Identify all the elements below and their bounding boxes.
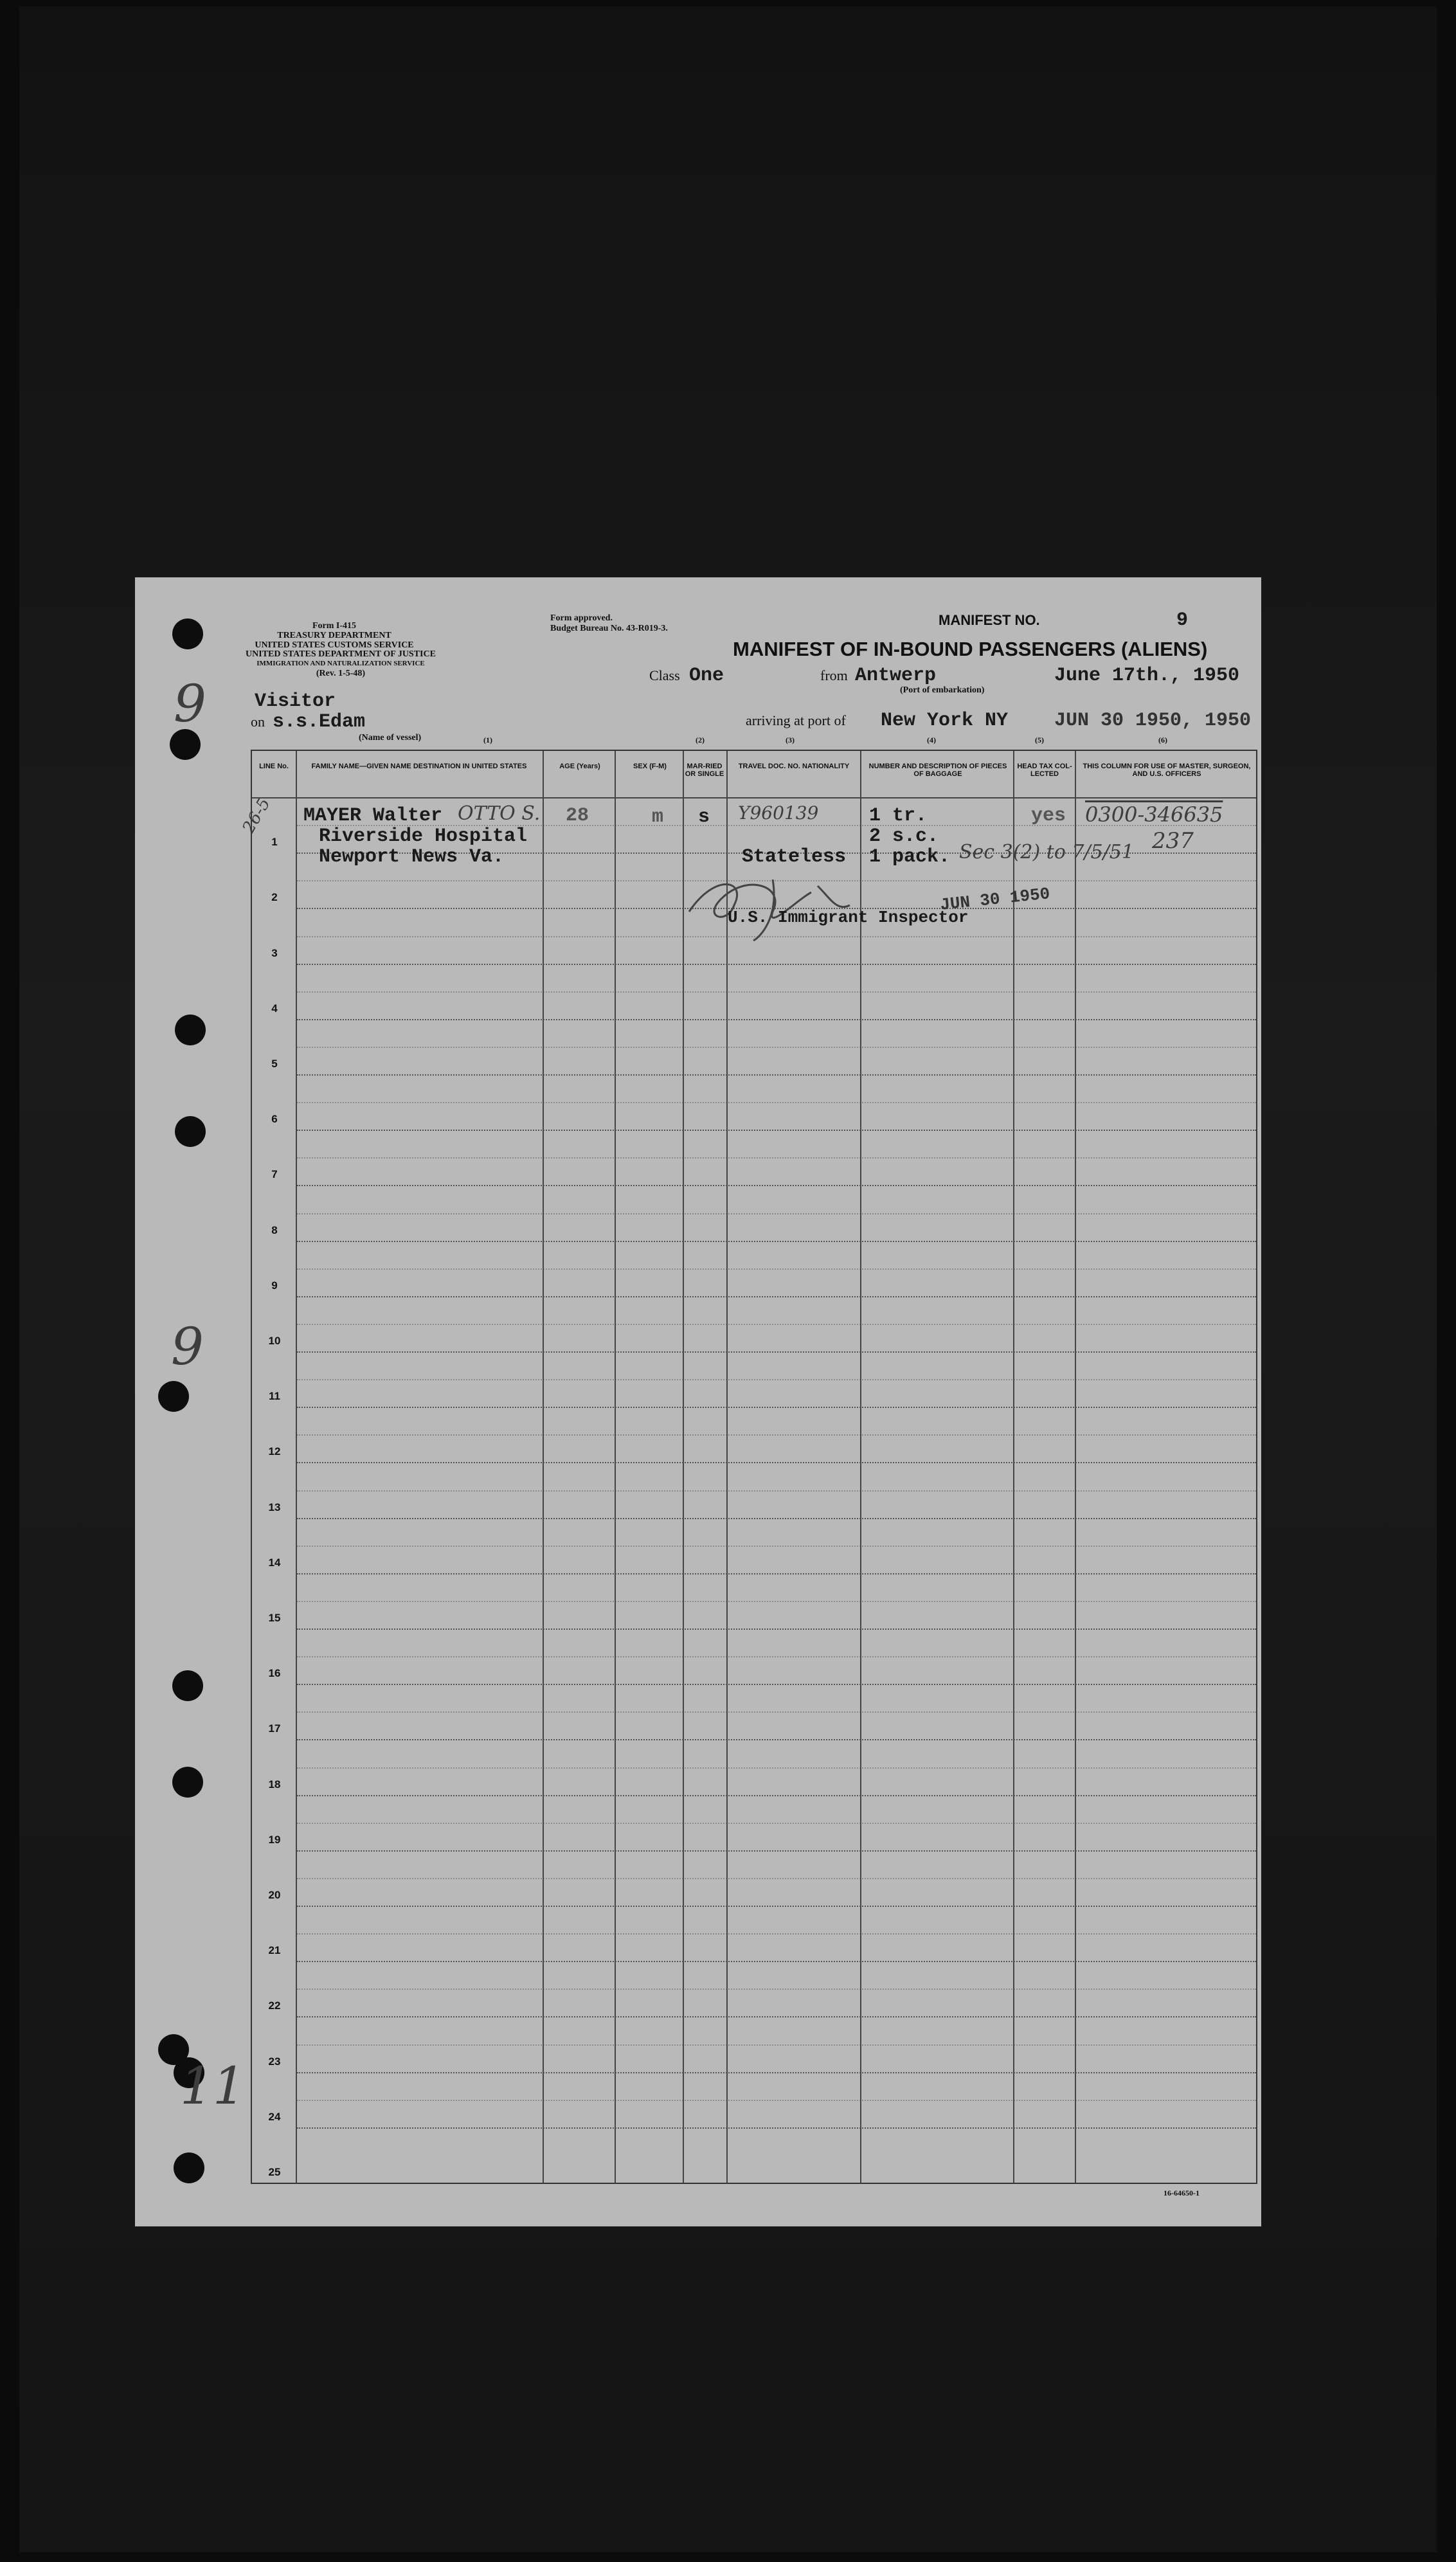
row-subrule [297,1379,1256,1381]
line-number: 18 [268,1778,281,1791]
arrival-port: New York NY [881,710,1009,732]
row-subrule [297,1324,1256,1326]
col-divider [683,751,684,2183]
row-rule [297,1850,1256,1852]
row-rule [297,2127,1256,2129]
punch-hole [172,1767,203,1798]
row-rule [297,1518,1256,1520]
inspector-signature [676,860,869,944]
line-number: 11 [269,1390,280,1403]
manifest-no-label: MANIFEST NO. [939,612,1040,628]
col-header-age: AGE (Years) [559,762,600,770]
line-number: 22 [268,1999,281,2012]
row-subrule [297,1157,1256,1159]
row-subrule [297,991,1256,993]
line-number: 7 [271,1168,278,1181]
line-number: 8 [271,1223,278,1236]
form-no: Form I-415 [312,621,357,631]
line-number: 6 [271,1113,278,1126]
row-subrule [297,1656,1256,1658]
col-number: (1) [483,735,492,744]
line-number: 24 [268,2110,281,2123]
class-value: One [689,665,724,687]
col-number: (4) [927,735,936,744]
col-divider [1075,751,1076,2183]
line-number: 3 [271,946,278,959]
row-subrule [297,1047,1256,1049]
nationality-value: Stateless [742,846,847,868]
from-label: from [820,667,848,683]
dept-ins: IMMIGRATION AND NATURALIZATION SERVICE [256,660,425,667]
line-number: 5 [271,1058,278,1070]
line-number: 17 [268,1722,281,1735]
margin-note: 9 [171,1317,204,1376]
row-rule [297,1961,1256,1963]
col-divider [860,751,861,2183]
passenger-name: MAYER Walter [303,805,443,827]
officer-number: 0300-346635 [1085,802,1223,827]
row-subrule [297,1767,1256,1769]
manifest-page [135,577,1261,2226]
col-header-officers: THIS COLUMN FOR USE OF MASTER, SURGEON, AND U.S. OFFICERS [1083,762,1251,778]
line-number: 9 [271,1279,278,1292]
row-subrule [297,1213,1256,1215]
head-tax-value: yes [1031,805,1066,827]
approved-text: Form approved. [550,613,613,623]
row-rule [297,964,1256,966]
col-divider [296,751,297,2183]
row-rule [297,1241,1256,1243]
class-label: Class [649,667,680,683]
punch-hole [172,1670,203,1701]
row-rule [297,1130,1256,1132]
arriving-label: arriving at port of [746,712,846,728]
row-rule [297,2016,1256,2018]
col-header-line: LINE No. [259,762,289,770]
margin-note: 11 [180,2056,246,2116]
punch-hole [172,618,203,649]
row-subrule [297,1711,1256,1713]
line-number: 19 [268,1833,281,1846]
row-rule [297,1296,1256,1298]
dept-block [225,649,456,678]
line-number: 10 [268,1335,281,1347]
row-subrule [297,1878,1256,1880]
row-rule [297,1351,1256,1353]
col-header-head-tax: HEAD TAX COL-LECTED [1017,762,1072,778]
approval-block [550,613,668,634]
date-value: June 17th., 1950 [1054,665,1240,687]
line-number: 20 [268,1889,281,1901]
col-header-marital: MAR-RIED OR SINGLE [685,762,724,778]
dept-customs: UNITED STATES CUSTOMS SERVICE [255,640,414,650]
row-rule [297,1019,1256,1021]
dept-justice: UNITED STATES DEPARTMENT OF JUSTICE [246,649,436,659]
row-rule [297,1407,1256,1409]
footer-code: 16-64650-1 [1164,2188,1200,2197]
col-header-sex: SEX (F-M) [633,762,667,770]
destination-line-1: Riverside Hospital [319,825,528,847]
col-divider [543,751,544,2183]
arrival-date-stamp: JUN 30 1950, 1950 [1054,710,1252,732]
row-rule [297,1906,1256,1908]
page-title: MANIFEST OF IN-BOUND PASSENGERS (ALIENS) [733,638,1208,660]
manifest-no-value: 9 [1176,609,1189,631]
officer-number-2: 237 [1152,828,1194,854]
dept-treasury: TREASURY DEPARTMENT [277,631,391,640]
row-rule [297,1462,1256,1464]
row-subrule [297,1546,1256,1547]
punch-hole [158,1381,189,1412]
col-number: (6) [1158,735,1167,744]
row-subrule [297,1823,1256,1825]
margin-note: 26-5 [238,795,274,837]
line-number: 15 [268,1612,281,1624]
col-header-baggage: NUMBER AND DESCRIPTION OF PIECES OF BAGGAGE [868,762,1007,778]
line-number: 2 [271,891,278,904]
destination-line-2: Newport News Va. [319,846,505,868]
from-value: Antwerp [855,665,937,687]
marital-value: s [698,806,710,828]
vessel-caption: (Name of vessel) [359,733,422,743]
row-rule [297,1074,1256,1076]
col-number: (2) [696,735,705,744]
row-subrule [297,1102,1256,1104]
line-number: 4 [271,1002,278,1015]
line-number: 12 [268,1445,281,1458]
row-subrule [297,1268,1256,1270]
margin-note: 9 [174,674,206,734]
inspector-title: U.S. Immigrant Inspector [728,908,969,927]
row-rule [297,2072,1256,2074]
col-number: (3) [786,735,795,744]
baggage-line-2: 2 s.c. [869,825,939,847]
row-subrule [297,1989,1256,1990]
row-rule [297,1739,1256,1741]
col-header-name: FAMILY NAME—GIVEN NAME DESTINATION IN UNITED STATES [311,762,527,770]
inspection-date-stamp: JUN 30 1950 [939,884,1051,915]
line-number: 23 [268,2055,281,2068]
visitor-note: Visitor [255,690,336,712]
col-divider [1013,751,1014,2183]
age-value: 28 [566,805,589,827]
on-label: on [251,714,265,730]
line-number: 21 [268,1944,281,1957]
form-number [238,621,431,650]
travel-doc-number: Y960139 [738,802,819,824]
punch-hole [175,1116,206,1147]
row-subrule [297,2100,1256,2102]
row-subrule [297,1434,1256,1436]
baggage-handwritten-note: Sec 3(2) to 7/5/51 [959,841,1134,863]
row-subrule [297,1933,1256,1935]
row-subrule [297,1490,1256,1492]
row-subrule [297,2044,1256,2046]
col-header-travel-doc: TRAVEL DOC. NO. NATIONALITY [738,762,850,770]
line-number: 14 [268,1556,281,1569]
row-subrule [297,1601,1256,1603]
header-rule [252,797,1256,799]
row-rule [297,1185,1256,1187]
punch-hole [175,1015,206,1045]
line-number: 13 [268,1501,281,1513]
form-revision: (Rev. 1-5-48) [316,669,366,678]
baggage-line-3: 1 pack. [869,846,951,868]
col-number: (5) [1035,735,1044,744]
line-number: 1 [271,836,278,849]
vessel-value: s.s.Edam [273,711,366,733]
passenger-given-name-handwritten: OTTO S. [458,802,541,825]
budget-bureau-text: Budget Bureau No. 43-R019-3. [550,624,668,633]
sex-value: m [652,806,664,828]
punch-hole [174,2152,204,2183]
port-caption: (Port of embarkation) [900,685,985,695]
punch-hole [170,729,201,760]
col-divider [615,751,616,2183]
row-rule [297,1795,1256,1797]
line-number: 25 [268,2166,281,2178]
line-number: 16 [268,1667,281,1680]
row-rule [297,1684,1256,1686]
col-divider [726,751,728,2183]
row-rule [297,1573,1256,1575]
baggage-line-1: 1 tr. [869,805,928,827]
row-rule [297,1628,1256,1630]
